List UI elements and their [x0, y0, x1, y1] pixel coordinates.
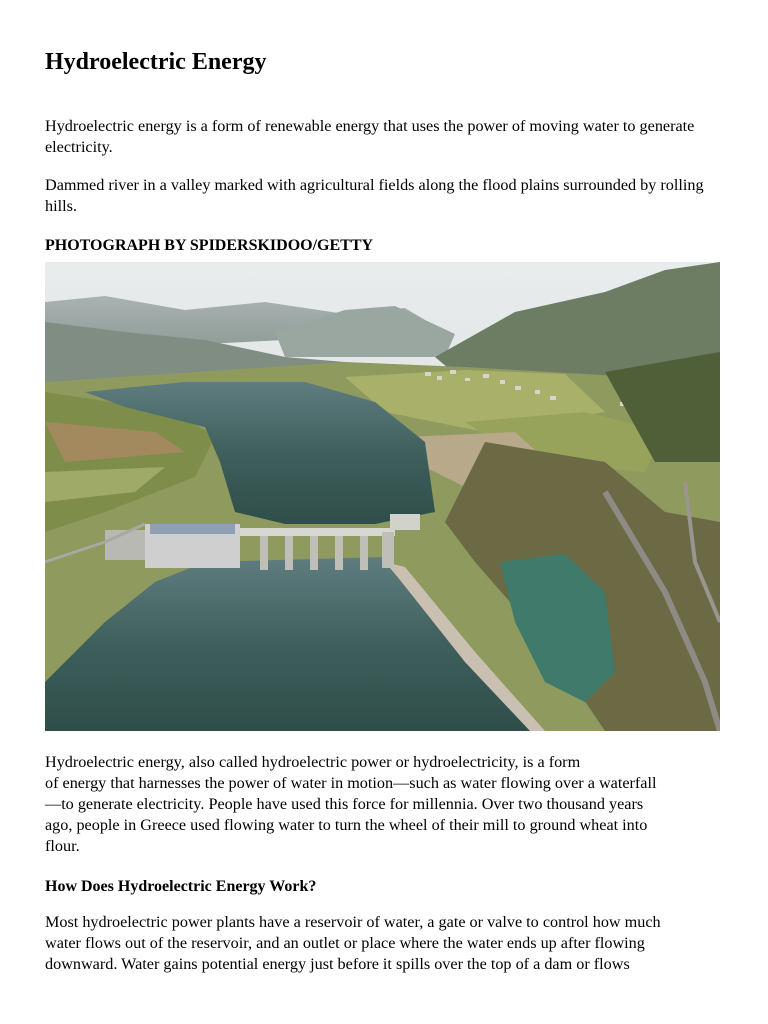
- body-line: ago, people in Greece used flowing water to turn the wheel of their mill to ground wheat into: [45, 816, 648, 834]
- page-title: Hydroelectric Energy: [45, 49, 267, 75]
- section-line: downward. Water gains potential energy just before it spills over the top of a dam or flows: [45, 955, 630, 973]
- section-heading: How Does Hydroelectric Energy Work?: [45, 878, 317, 895]
- photo-caption: Dammed river in a valley marked with agricultural fields along the flood plains surrounded by rolling hills.: [45, 176, 704, 215]
- section-paragraph: [45, 912, 725, 975]
- section-line: water flows out of the reservoir, and an outlet or place where the water ends up after flowing: [45, 934, 645, 952]
- photo-credit: PHOTOGRAPH BY SPIDERSKIDOO/GETTY: [45, 237, 374, 254]
- body-line: flour.: [45, 837, 80, 855]
- body-paragraph: [45, 752, 725, 857]
- section-line: Most hydroelectric power plants have a reservoir of water, a gate or valve to control how much: [45, 913, 661, 931]
- body-line: of energy that harnesses the power of water in motion—such as water flowing over a waterfall: [45, 774, 657, 792]
- body-line: —to generate electricity. People have used this force for millennia. Over two thousand years: [45, 795, 644, 813]
- body-line: Hydroelectric energy, also called hydroelectric power or hydroelectricity, is a form: [45, 753, 581, 771]
- dam-river-photo: [45, 262, 720, 731]
- intro-paragraph: Hydroelectric energy is a form of renewable energy that uses the power of moving water to generate electricity.: [45, 117, 695, 156]
